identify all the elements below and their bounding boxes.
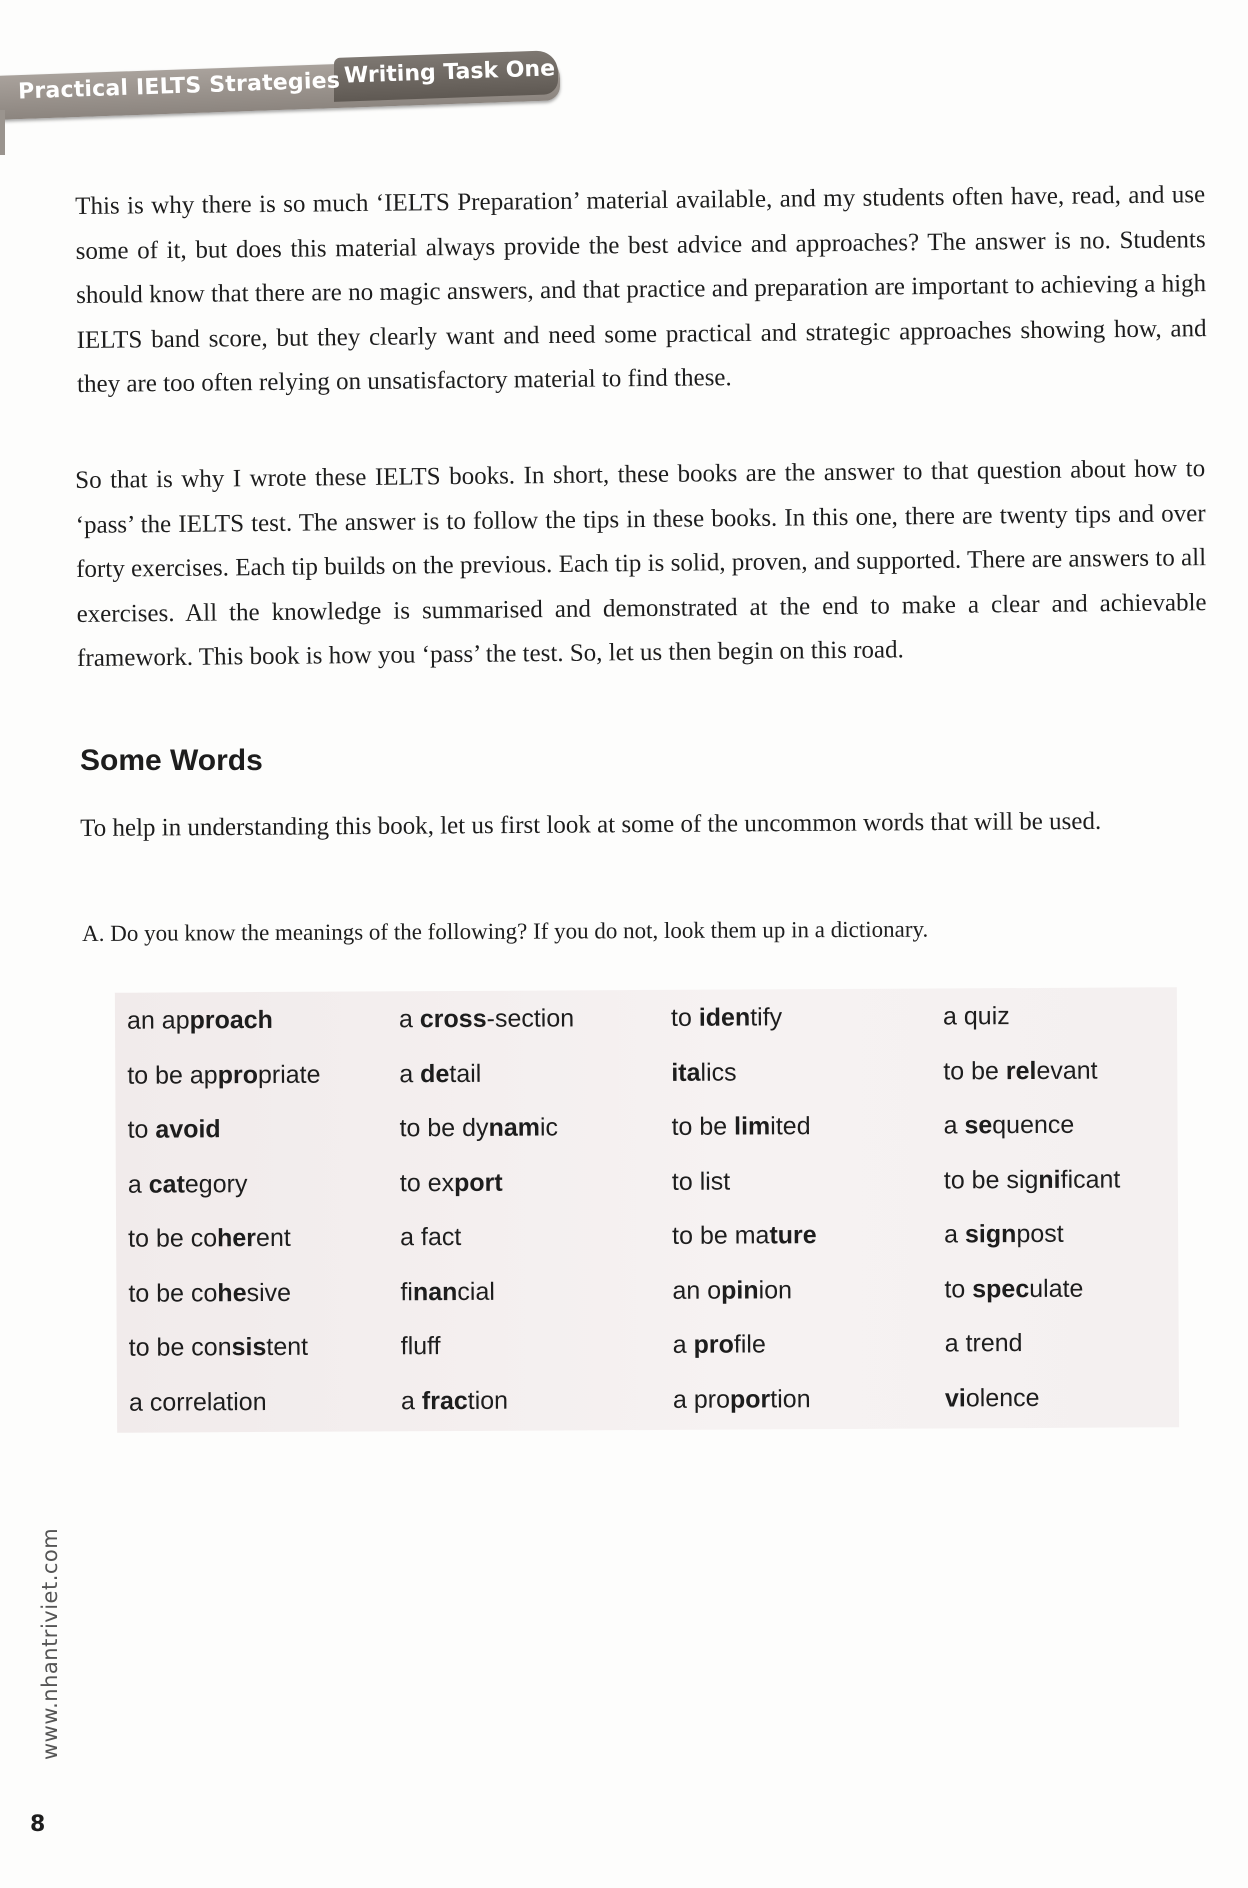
word-part: to be con — [128, 1333, 232, 1362]
word-part: to be dy — [399, 1113, 489, 1143]
word-part: ion — [758, 1275, 793, 1304]
word-part: a — [398, 1005, 420, 1034]
word-part: tent — [266, 1332, 309, 1361]
vocabulary-word — [671, 1057, 943, 1113]
stressed-syllable: nan — [412, 1277, 458, 1306]
vocabulary-word — [943, 1110, 1189, 1166]
vocabulary-word — [127, 1005, 399, 1061]
word-part: lics — [700, 1058, 737, 1087]
word-part: to be co — [128, 1224, 218, 1253]
word-part: priate — [257, 1060, 321, 1089]
word-part: tail — [449, 1059, 482, 1088]
stressed-syllable: nam — [488, 1113, 540, 1142]
vocabulary-word — [673, 1329, 945, 1385]
vocabulary-word — [128, 1278, 400, 1334]
word-part: ic — [539, 1113, 559, 1142]
vocabulary-word — [128, 1223, 400, 1279]
section-intro: To help in understanding this book, let us first look at some of the uncommon words that will be used. — [80, 807, 1102, 842]
word-part: a fact — [400, 1222, 462, 1252]
word-part: ficant — [1060, 1165, 1121, 1194]
section-heading: Some Words — [80, 744, 263, 777]
word-part: an o — [672, 1276, 722, 1305]
word-part: olence — [965, 1383, 1040, 1412]
stressed-syllable: sign — [964, 1220, 1017, 1249]
word-part: fi — [400, 1277, 413, 1306]
word-part: egory — [184, 1169, 248, 1198]
stressed-syllable: vi — [944, 1383, 966, 1412]
vocabulary-word — [671, 1002, 943, 1058]
vocabulary-grid — [127, 1001, 1191, 1443]
website-watermark: www.nhantriviet.com — [38, 1527, 62, 1760]
vocabulary-word — [672, 1275, 944, 1331]
stressed-syllable: ita — [671, 1058, 701, 1087]
stressed-syllable: se — [964, 1111, 993, 1140]
exercise-instruction: A. Do you know the meanings of the following? If you do not, look them up in a dictionary. — [82, 916, 929, 946]
word-part: a — [944, 1220, 966, 1249]
vocabulary-word — [399, 1058, 671, 1114]
word-part: a quiz — [942, 1002, 1010, 1031]
word-part: ulate — [1029, 1274, 1084, 1303]
word-part: tion — [467, 1386, 509, 1415]
running-header — [0, 52, 560, 110]
stressed-syllable: por — [729, 1384, 771, 1414]
word-part: a — [400, 1386, 422, 1415]
stressed-syllable: cat — [148, 1169, 185, 1199]
word-part: to ex — [399, 1168, 455, 1197]
word-part: a — [399, 1059, 421, 1088]
stressed-syllable: frac — [421, 1386, 468, 1415]
vocabulary-table — [115, 987, 1179, 1433]
margin-rule — [0, 110, 5, 155]
word-part: to — [944, 1274, 973, 1303]
paragraph-2: So that is why I wrote these IELTS books. In short, these books are the answer to that question about how to ‘pass’ the IELTS test. The answer is to follow the tips in these books. In this one, there are twenty tips and over forty exercises. Each tip builds on the previous. Each tip is solid, proven, and supported. There are answers to all exercises. All the knowledge is summarised and demonstrated at the end to make a clear and achievable framework. This book is how you ‘pass’ the test. So, let us then begin on this road. — [75, 455, 1207, 672]
word-part: to be — [671, 1112, 735, 1141]
word-part: a — [672, 1330, 694, 1359]
stressed-syllable: lim — [734, 1112, 771, 1141]
word-part: to — [670, 1003, 699, 1032]
word-part: to be ma — [672, 1221, 770, 1250]
word-part: ent — [255, 1223, 291, 1253]
stressed-syllable: sis — [231, 1332, 267, 1362]
word-part: to be — [943, 1056, 1006, 1085]
book-title: Practical IELTS Strategies — [17, 68, 341, 105]
word-part: post — [1016, 1219, 1064, 1249]
stressed-syllable: pro — [217, 1060, 258, 1089]
page-number: 8 — [30, 1812, 46, 1837]
word-part: to be ap — [127, 1060, 218, 1090]
word-part: sive — [246, 1278, 292, 1307]
vocabulary-word — [673, 1384, 945, 1440]
word-part: quence — [992, 1110, 1075, 1140]
vocabulary-word — [943, 1001, 1189, 1057]
vocabulary-word — [671, 1111, 943, 1167]
word-part: a correlation — [128, 1387, 267, 1417]
stressed-syllable: her — [217, 1224, 257, 1253]
vocabulary-word — [401, 1385, 673, 1441]
word-part: to be co — [128, 1278, 218, 1308]
vocabulary-word — [943, 1056, 1189, 1112]
word-part: a — [943, 1111, 965, 1140]
vocabulary-word — [401, 1331, 673, 1387]
section-title: Writing Task One — [343, 56, 556, 89]
vocabulary-word — [400, 1276, 672, 1332]
word-part: -section — [486, 1004, 575, 1033]
vocabulary-word — [945, 1383, 1191, 1439]
vocabulary-word — [399, 1113, 671, 1169]
word-part: evant — [1036, 1056, 1098, 1085]
word-part: to list — [671, 1167, 731, 1196]
stressed-syllable: cross — [419, 1004, 487, 1034]
stressed-syllable: rel — [1005, 1056, 1037, 1085]
vocabulary-word — [128, 1169, 400, 1225]
word-part: a pro — [672, 1385, 731, 1414]
vocabulary-word — [127, 1060, 399, 1116]
vocabulary-word — [129, 1387, 401, 1443]
word-part: an ap — [126, 1006, 190, 1035]
vocabulary-word — [672, 1166, 944, 1222]
stressed-syllable: avoid — [155, 1115, 221, 1144]
stressed-syllable: pro — [693, 1330, 734, 1359]
vocabulary-word — [672, 1220, 944, 1276]
vocabulary-word — [400, 1167, 672, 1223]
stressed-syllable: iden — [698, 1003, 751, 1032]
word-part: tify — [750, 1003, 783, 1032]
word-part: a — [127, 1170, 149, 1199]
stressed-syllable: spec — [972, 1274, 1030, 1303]
vocabulary-word — [127, 1114, 399, 1170]
word-part: to — [127, 1115, 156, 1144]
stressed-syllable: ture — [769, 1221, 817, 1250]
stressed-syllable: he — [217, 1278, 247, 1307]
word-part: file — [733, 1330, 766, 1359]
paragraph-1: This is why there is so much ‘IELTS Preparation’ material available, and my students often have, read, and use some of it, but does this material always provide the best advice and approaches? The answer is no. Students should know that there are no magic answers, and that practice and preparation are important to achieving a high IELTS band score, but they clearly want and need some practical and strategic approaches showing how, and they are too often relying on unsatisfactory material to find these. — [75, 181, 1207, 398]
stressed-syllable: proach — [189, 1005, 273, 1035]
vocabulary-word — [400, 1222, 672, 1278]
vocabulary-word — [944, 1274, 1190, 1330]
word-part: cial — [457, 1277, 495, 1306]
stressed-syllable: ni — [1038, 1165, 1061, 1194]
word-part: to be sig — [943, 1165, 1039, 1194]
word-part: fluff — [400, 1332, 441, 1361]
stressed-syllable: pin — [721, 1275, 759, 1305]
vocabulary-word — [944, 1219, 1190, 1275]
vocabulary-word — [399, 1004, 671, 1060]
stressed-syllable: port — [453, 1168, 503, 1197]
word-part: ited — [770, 1112, 811, 1141]
word-part: tion — [770, 1384, 811, 1413]
word-part: a trend — [944, 1329, 1023, 1358]
vocabulary-word — [945, 1328, 1191, 1384]
stressed-syllable: de — [420, 1059, 450, 1088]
vocabulary-word — [944, 1165, 1190, 1221]
vocabulary-word — [129, 1332, 401, 1388]
